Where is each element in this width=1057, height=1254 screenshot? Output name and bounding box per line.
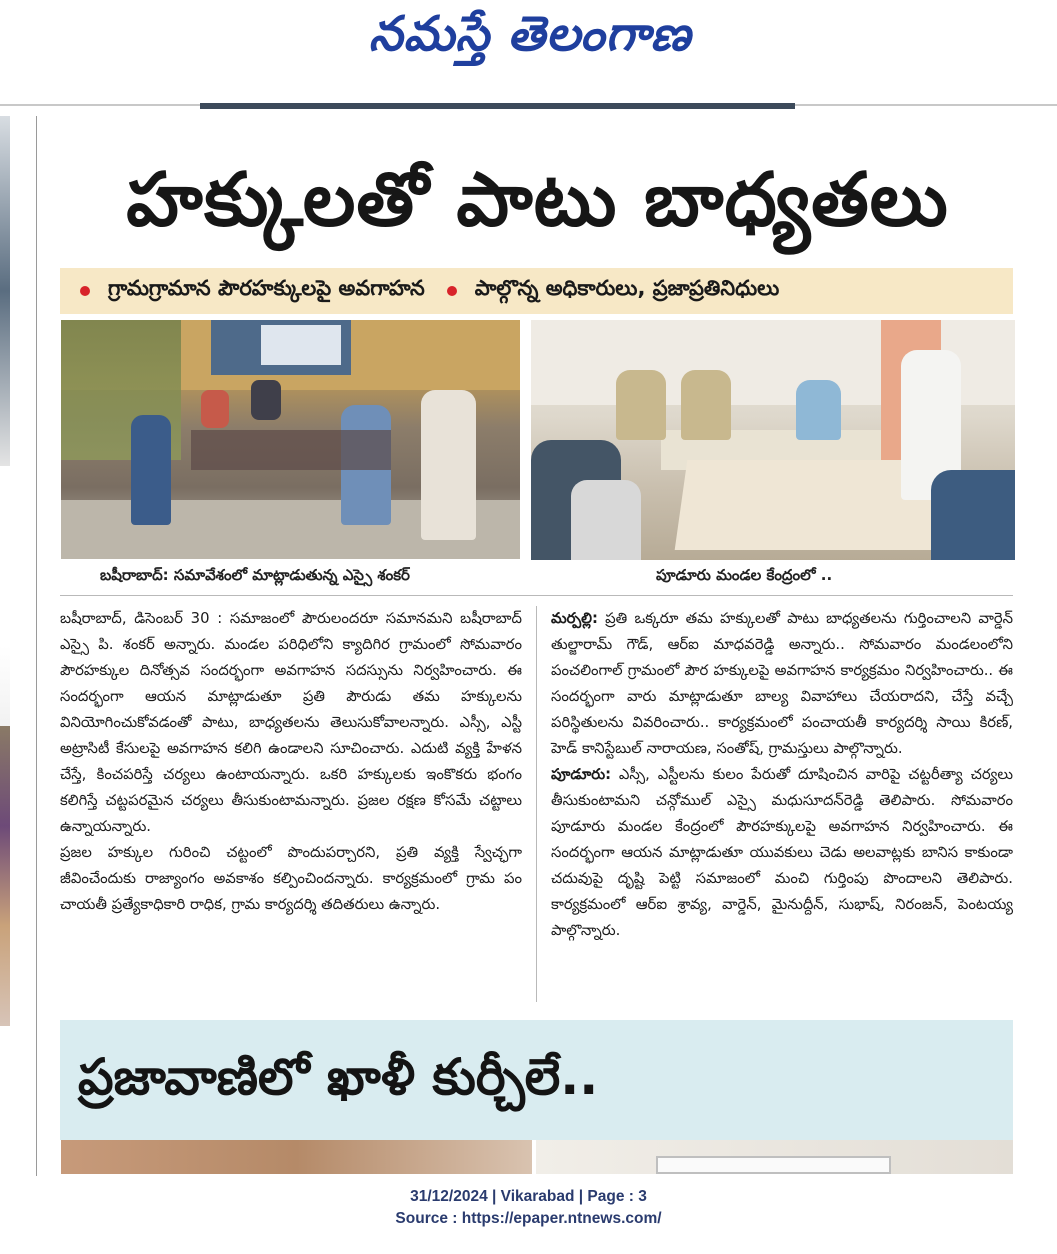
subheading-text: గ్రామగ్రామాన పౌరహక్కులపై అవగాహన bbox=[108, 276, 425, 300]
second-story-banner bbox=[60, 1020, 1013, 1140]
article-column-divider bbox=[536, 606, 537, 1002]
adjacent-article-strip bbox=[0, 116, 10, 1176]
dateline: మర్పల్లి: bbox=[551, 610, 598, 627]
article-headline: హక్కులతో పాటు బాధ్యతలు bbox=[126, 157, 949, 243]
second-story-photo-right bbox=[536, 1140, 1013, 1174]
edition-info: 31/12/2024 | Vikarabad | Page : 3 bbox=[410, 1188, 647, 1205]
dateline: పూడూరు: bbox=[551, 766, 612, 783]
subheading-item bbox=[80, 276, 425, 306]
article-paragraph bbox=[551, 606, 1013, 762]
subheading-bar bbox=[60, 268, 1013, 314]
second-story-headline: ప్రజావాణిలో ఖాళీ కుర్చీలే.. bbox=[78, 1048, 599, 1106]
adjacent-photo-2 bbox=[0, 726, 10, 1026]
subheading-text: పాల్గొన్న అధికారులు, ప్రజాప్రతినిధులు bbox=[474, 276, 780, 300]
article-paragraph: ప్రజల హక్కుల గురించి చట్టంలో పొందుపర్చారని, ప్రతి వ్యక్తి స్వేచ్ఛగా జీవించేందుకు రాజ్యాంగం అవకాశం కల్పించిందన్నారు. కార్యక్రమంలో గ్రామ పం చాయతీ ప్రత్యేకాధికారి రాధిక, గ్రామ కార్యదర్శి తదితరులు ఉన్నారు. bbox=[60, 844, 522, 913]
adjacent-photo bbox=[0, 116, 10, 466]
second-story-photo-left bbox=[61, 1140, 532, 1174]
column-divider bbox=[36, 116, 37, 1176]
article-text: ఎస్సీ, ఎస్టీలను కులం పేరుతో దూషించిన వారిపై చట్టరీత్యా చర్యలు తీసుకుంటామని చన్గోముల్‌ ఎస్సై మధుసూదన్‌రెడ్డి తెలిపారు. సోమవారం పూడూరు మండల కేంద్రంలో పౌరహక్కులపై అవగాహన నిర్వహించారు. ఈ సందర్భంగా ఆయన మాట్లాడుతూ యువకులు చెడు అలవాట్లకు బానిస కాకుండా చదువుపై దృష్టి పెట్టి సమాజంలో మంచి గుర్తింపు పొందాలని తెలిపారు. కార్యక్రమంలో ఆర్‌ఐ శ్రావ్య, వార్డెన్‌, మైనుద్దీన్‌, సుభాష్‌, నిరంజన్‌, పెంటయ్య పాల్గొన్నారు. bbox=[551, 766, 1013, 939]
article-paragraph: బషీరాబాద్‌, డిసెంబర్‌ 30 : సమాజంలో పౌరులందరూ సమానమని బషీరాబాద్‌ ఎస్సై పి. శంకర్‌ అన్నారు. మండల పరిధిలోని క్యాదిగిర గ్రామంలో సోమవారం పౌరహక్కుల దినోత్సవ సందర్భంగా అవగాహన సదస్సును నిర్వహించారు. ఈ సందర్భంగా ఆయన మాట్లాడుతూ ప్రతి పౌరుడు తమ హక్కులను వినియోగించుకోవడంతో పాటు, బాధ్యతలను తెలుసుకోవాలన్నారు. ఎస్సీ, ఎస్టీ అట్రాసిటీ కేసులపై అవగాహన కలిగి ఉండాలని సూచించారు. ఎదుటి వ్యక్తి హేళన చేస్తే, కించపరిస్తే చర్యలు ఉంటాయన్నారు. ఒకరి హక్కులకు ఇంకొకరు భంగం కలిగిస్తే చట్టపరమైన చర్యలు తీసుకుంటామన్నారు. ప్రజల రక్షణ కోసమే చట్టాలు ఉన్నాయన్నారు. bbox=[60, 610, 522, 835]
article-column-right bbox=[551, 606, 1013, 944]
photo-outdoor-meeting bbox=[61, 320, 520, 559]
masthead-accent-rule bbox=[200, 103, 795, 109]
bullet-icon bbox=[80, 286, 90, 296]
article-column-left bbox=[60, 606, 522, 918]
photo-caption: పూడూరు మండల కేంద్రంలో .. bbox=[656, 566, 833, 584]
source-link[interactable]: Source : https://epaper.ntnews.com/ bbox=[395, 1210, 662, 1227]
page-footer bbox=[0, 1186, 1057, 1230]
bullet-icon bbox=[447, 286, 457, 296]
caption-rule bbox=[60, 595, 1013, 596]
article-text: ప్రతి ఒక్కరూ తమ హక్కులతో పాటు బాధ్యతలను గుర్తించాలని వార్డెన్‌ తుల్జారామ్‌ గౌడ్‌, ఆర్‌ఐ మాధవరెడ్డి అన్నారు.. సోమవారం మండలంలోని పంచలింగాల్‌ గ్రామంలో పౌర హక్కులపై అవగాహన కార్యక్రమం నిర్వహించారు.. ఈ సందర్భంగా వారు మాట్లాడుతూ బాల్య వివాహాలు చేయరాదని, చేస్తే వచ్చే పరిస్థితులను వివరించారు.. కార్యక్రమంలో పంచాయతీ కార్యదర్శి సాయి కిరణ్‌, హెడ్‌ కానిస్టేబుల్‌ నారాయణ, సంతోష్‌, గ్రామస్తులు పాల్గొన్నారు. bbox=[551, 610, 1013, 757]
subheading-item bbox=[447, 276, 780, 306]
photo-caption: బషీరాబాద్‌: సమావేశంలో మాట్లాడుతున్న ఎస్సై శంకర్‌ bbox=[100, 566, 410, 584]
article-paragraph bbox=[551, 762, 1013, 944]
masthead bbox=[0, 0, 1057, 104]
photo-indoor-meeting bbox=[531, 320, 1015, 560]
newspaper-logo: నమస్తే తెలంగాణ bbox=[368, 6, 692, 62]
